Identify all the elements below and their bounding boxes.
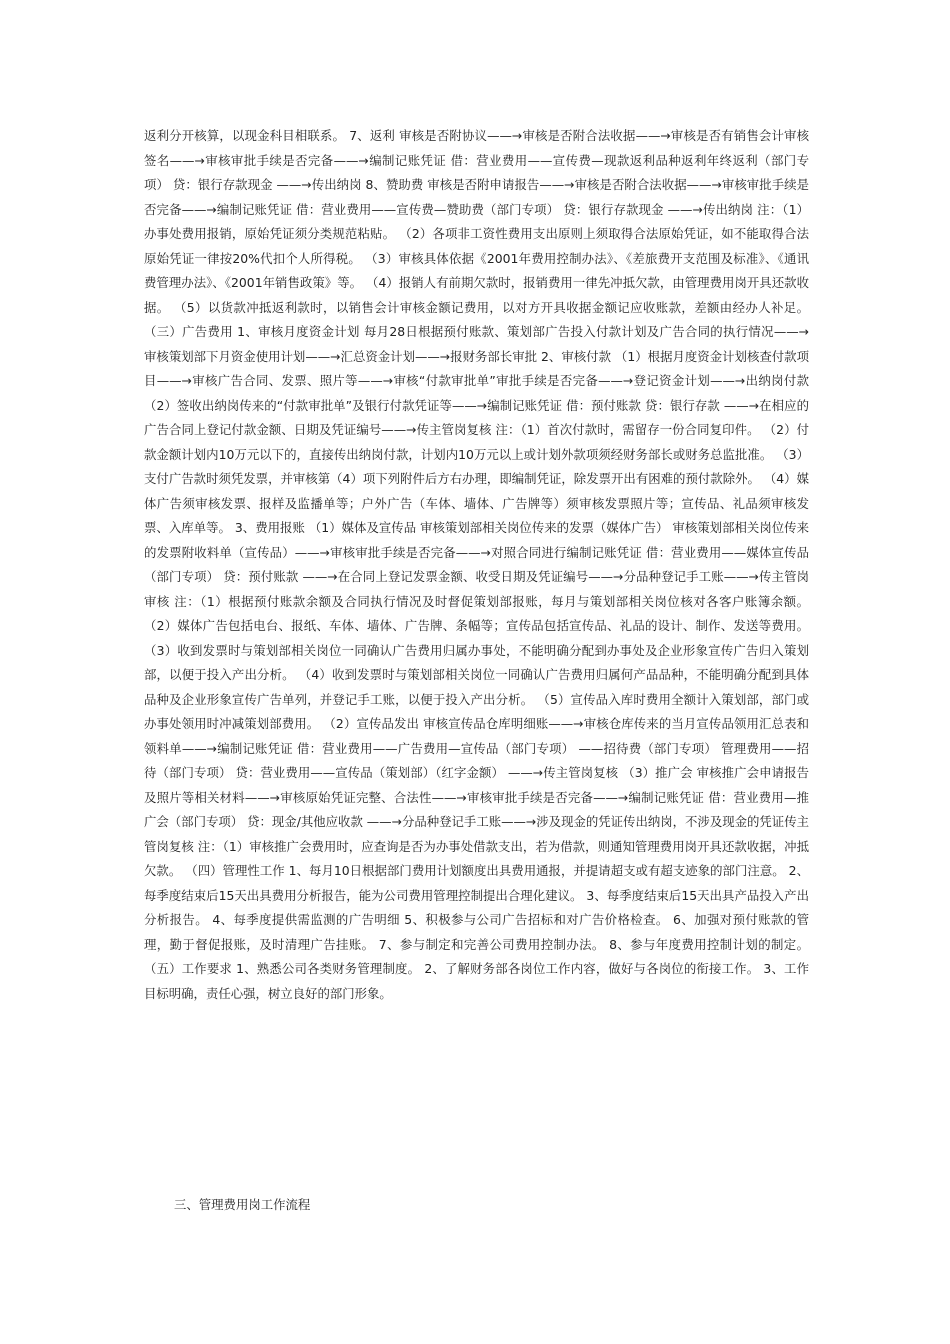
body-paragraph: 返利分开核算，以现金科目相联系。 7、返利 审核是否附协议——→审核是否附合法收据——→审核是否有销售会计审核签名——→审核审批手续是否完备——→编制记账凭证 借：营业费用——宣传费—现款返利品种返利年终返利（部门专项） 贷：银行存款现金 ——→传出纳岗 8、赞助费 审核是否附申请报告——→审核是否附合法收据——→审核审批手续是否完备——→编制记账凭证 借：营业费用——宣传费—赞助费（部门专项） 贷：银行存款现金 ——→传出纳岗 注：（1）办事处费用报销，原始凭证须分类规范粘贴。 （2）各项非工资性费用支出原则上须取得合法原始凭证，如不能取得合法原始凭证一律按20%代扣个人所得税。 （3）审核具体依据《2001年费用控制办法》、《差旅费开支范围及标准》、《通讯费管理办法》、《2001年销售政策》等。 （4）报销人有前期欠款时，报销费用一律先冲抵欠款，由管理费用岗开具还款收据。 （5）以货款冲抵返利款时，以销售会计审核金额记费用，以对方开具收据金额记应收账款，差额由经办人补足。 （三）广告费用 1、审核月度资金计划 每月28日根据预付账款、策划部广告投入付款计划及广告合同的执行情况——→ 审核策划部下月资金使用计划——→汇总资金计划——→报财务部长审批 2、审核付款 （1）根据月度资金计划核查付款项目——→审核广告合同、发票、照片等——→审核“付款审批单”审批手续是否完备——→登记资金计划——→出纳岗付款 （2）签收出纳岗传来的“付款审批单”及银行付款凭证等——→编制记账凭证 借：预付账款 贷：银行存款 ——→在相应的广告合同上登记付款金额、日期及凭证编号——→传主管岗复核 注：（1）首次付款时，需留存一份合同复印件。 （2）付款金额计划内10万元以下的，直接传出纳岗付款，计划内10万元以上或计划外款项须经财务部长或财务总监批准。 （3） 支付广告款时须凭发票，并审核第（4）项下列附件后方右办理，即编制凭证，除发票开出有困难的预付款除外。 （4）媒体广告须审核发票、报样及监播单等；户外广告（车体、墙体、广告牌等）须审核发票照片等；宣传品、礼品须审核发票、入库单等。 3、费用报账 （1）媒体及宣传品 审核策划部相关岗位传来的发票（媒体广告） 审核策划部相关岗位传来的发票附收料单（宣传品）——→审核审批手续是否完备——→对照合同进行编制记账凭证 借：营业费用——媒体宣传品（部门专项） 贷：预付账款 ——→在合同上登记发票金额、收受日期及凭证编号——→分品种登记手工账——→传主管岗审核 注：（1）根据预付账款余额及合同执行情况及时督促策划部报账，每月与策划部相关岗位核对各客户账簿余额。 （2）媒体广告包括电台、报纸、车体、墙体、广告牌、条幅等；宣传品包括宣传品、礼品的设计、制作、发送等费用。 （3）收到发票时与策划部相关岗位一同确认广告费用归属办事处，不能明确分配到办事处及企业形象宣传广告归入策划部，以便于投入产出分析。 （4）收到发票时与策划部相关岗位一同确认广告费用归属何产品品种，不能明确分配到具体品种及企业形象宣传广告单列，并登记手工账，以便于投入产出分析。 （5）宣传品入库时费用全额计入策划部，部门或办事处领用时冲减策划部费用。 （2）宣传品发出 审核宣传品仓库明细账——→审核仓库传来的当月宣传品领用汇总表和领料单——→编制记账凭证 借：营业费用——广告费用—宣传品（部门专项） ——招待费（部门专项） 管理费用——招待（部门专项） 贷：营业费用——宣传品（策划部）（红字金额） ——→传主管岗复核 （3）推广会 审核推广会申请报告及照片等相关材料——→审核原始凭证完整、合法性——→审核审批手续是否完备——→编制记账凭证 借：营业费用—推广会（部门专项） 贷：现金/其他应收款 ——→分品种登记手工账——→涉及现金的凭证传出纳岗，不涉及现金的凭证传主管岗复核 注：（1）审核推广会费用时，应查询是否为办事处借款支出，若为借款，则通知管理费用岗开具还款收据，冲抵欠款。 （四）管理性工作 1、每月10日根据部门费用计划额度出具费用通报，并提请超支或有超支迹象的部门注意。 2、每季度结束后15天出具费用分析报告，能为公司费用管理控制提出合理化建议。 3、每季度结束后15天出具产品投入产出分析报告。 4、每季度提供需监测的广告明细 5、积极参与公司广告招标和对广告价格检查。 6、加强对预付账款的管理，勤于督促报账，及时清理广告挂账。 7、参与制定和完善公司费用控制办法。 8、参与年度费用控制计划的制定。 （五）工作要求 1、熟悉公司各类财务管理制度。 2、了解财务部各岗位工作内容，做好与各岗位的衔接工作。 3、工作目标明确，责任心强，树立良好的部门形象。 xyxy=(144,128,809,1001)
section-heading: 三、管理费用岗工作流程 xyxy=(174,1197,311,1212)
